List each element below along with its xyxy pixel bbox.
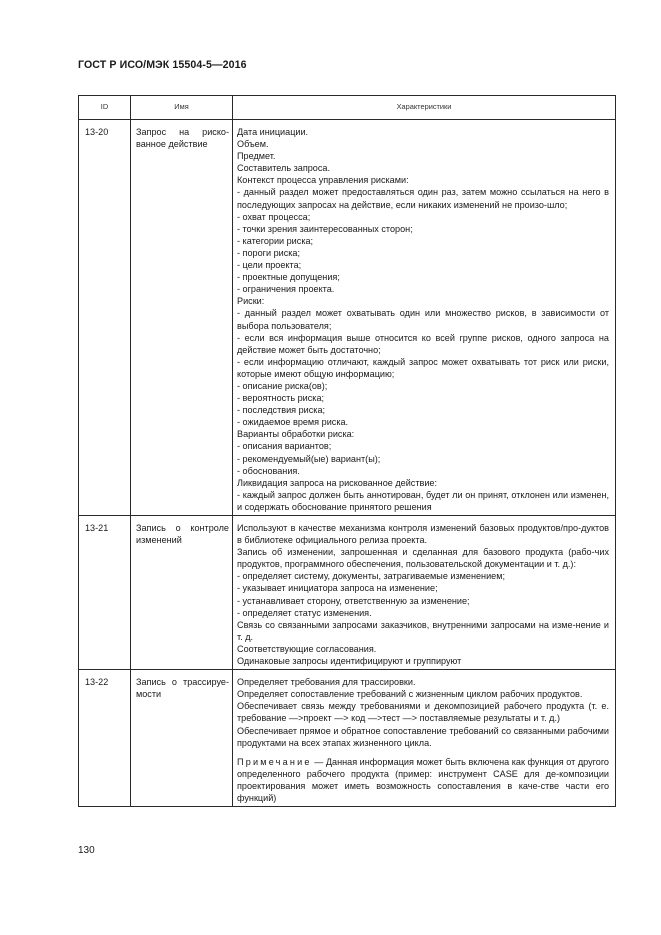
column-header-characteristics: Характеристики xyxy=(233,96,616,120)
characteristic-line: - рекомендуемый(ые) вариант(ы); xyxy=(237,453,381,464)
characteristic-line: Дата инициации. xyxy=(237,127,309,137)
table-row xyxy=(79,670,616,807)
characteristic-line: Используют в качестве механизма контроля изменений базовых продуктов/про-дуктов в библиотеке официального релиза проекта. xyxy=(237,523,609,546)
characteristic-line: - устанавливает сторону, ответственную за изменение; xyxy=(237,595,470,606)
characteristic-line: - ожидаемое время риска. xyxy=(237,417,349,428)
characteristic-line: Определяет требования для трассировки. xyxy=(237,677,416,688)
characteristic-line: - каждый запрос должен быть аннотирован, будет ли он принят, отклонен или изменен, и содержать обоснование принятого решения xyxy=(237,489,609,512)
table-row xyxy=(79,516,616,670)
row-id: 13-21 xyxy=(79,516,131,670)
characteristic-line: Риски: xyxy=(237,296,265,307)
characteristic-line: - ограничения проекта. xyxy=(237,284,335,295)
row-characteristics xyxy=(233,516,616,670)
characteristic-line: Объем. xyxy=(237,139,269,150)
characteristics-table xyxy=(78,95,616,807)
note-text: — Данная информация может быть включена как функция от другого определенного рабочего продукта (пример: инструмент CASE для де-композиции проектирования может иметь возможность сопоставления в каче-стве части его функций) xyxy=(237,756,609,803)
table-row xyxy=(79,120,616,516)
characteristic-line: - цели проекта; xyxy=(237,260,302,271)
column-header-name: Имя xyxy=(131,96,233,120)
characteristic-line: - данный раздел может предоставляться один раз, затем можно ссылаться на него в последующих запросах на действие, если никаких изменений не произо-шло; xyxy=(237,187,609,210)
characteristic-line: Составитель запроса. xyxy=(237,163,330,174)
characteristic-line: - определяет систему, документы, затрагиваемые изменением; xyxy=(237,571,505,582)
row-id: 13-20 xyxy=(79,120,131,516)
characteristic-line: - категории риска; xyxy=(237,235,314,246)
characteristic-line: - проектные допущения; xyxy=(237,272,340,283)
characteristic-line: - определяет статус изменения. xyxy=(237,607,372,618)
characteristic-line: Контекст процесса управления рисками: xyxy=(237,175,409,186)
characteristic-line: - если вся информация выше относится ко всей группе рисков, одного запроса на действие может быть достаточно; xyxy=(237,332,609,355)
table-header-row xyxy=(79,96,616,120)
characteristic-line: - описания вариантов; xyxy=(237,441,332,452)
row-name: Запрос на риско-ванное действие xyxy=(131,120,233,516)
characteristic-line: - описание риска(ов); xyxy=(237,380,328,391)
row-id: 13-22 xyxy=(79,670,131,807)
characteristic-line: Запись об изменении, запрошенная и сделанная для базового продукта (рабо-чих продуктов, программного обеспечения, пользовательской документации и т. д.): xyxy=(237,547,609,570)
characteristic-line: Обеспечивает прямое и обратное сопоставление требований со связанными рабочими продуктами на всех этапах жизненного цикла. xyxy=(237,725,609,748)
table-note xyxy=(237,756,609,804)
characteristic-line: - последствия риска; xyxy=(237,405,326,416)
note-label: Примечание xyxy=(237,756,312,767)
characteristic-line: Связь со связанными запросами заказчиков, внутренними запросами на изме-нение и т. д. xyxy=(237,619,609,642)
document-header: ГОСТ Р ИСО/МЭК 15504-5—2016 xyxy=(78,59,247,71)
characteristic-line: Определяет сопоставление требований с жизненным циклом рабочих продуктов. xyxy=(237,689,583,700)
characteristic-line: Обеспечивает связь между требованиями и декомпозицией рабочего продукта (т. е. требование —>проект —> код —>тест —> поставляемые результаты и т. д.) xyxy=(237,701,609,724)
page-number: 130 xyxy=(78,845,95,856)
characteristic-line: - обоснования. xyxy=(237,465,300,476)
characteristic-line: - указывает инициатора запроса на изменение; xyxy=(237,583,438,594)
characteristic-line: Варианты обработки риска: xyxy=(237,429,355,440)
characteristic-line: - точки зрения заинтересованных сторон; xyxy=(237,223,413,234)
characteristic-line: - пороги риска; xyxy=(237,247,301,258)
characteristic-line: - если информацию отличают, каждый запрос может охватывать тот риск или риски, которые имеют общую информацию; xyxy=(237,356,609,379)
row-name: Запись о трассируе-мости xyxy=(131,670,233,807)
characteristic-line: - вероятность риска; xyxy=(237,393,325,404)
characteristic-line: - охват процесса; xyxy=(237,211,311,222)
row-characteristics xyxy=(233,120,616,516)
row-characteristics xyxy=(233,670,616,807)
characteristic-line: Предмет. xyxy=(237,151,276,162)
characteristic-line: Одинаковые запросы идентифицируют и группируют xyxy=(237,656,462,667)
characteristic-line: - данный раздел может охватывать один или множество рисков, в зависимости от выбора пользователя; xyxy=(237,308,609,331)
column-header-id: ID xyxy=(79,96,131,120)
row-name: Запись о контроле изменений xyxy=(131,516,233,670)
characteristic-line: Соответствующие согласования. xyxy=(237,643,377,654)
characteristic-line: Ликвидация запроса на рискованное действие: xyxy=(237,477,437,488)
